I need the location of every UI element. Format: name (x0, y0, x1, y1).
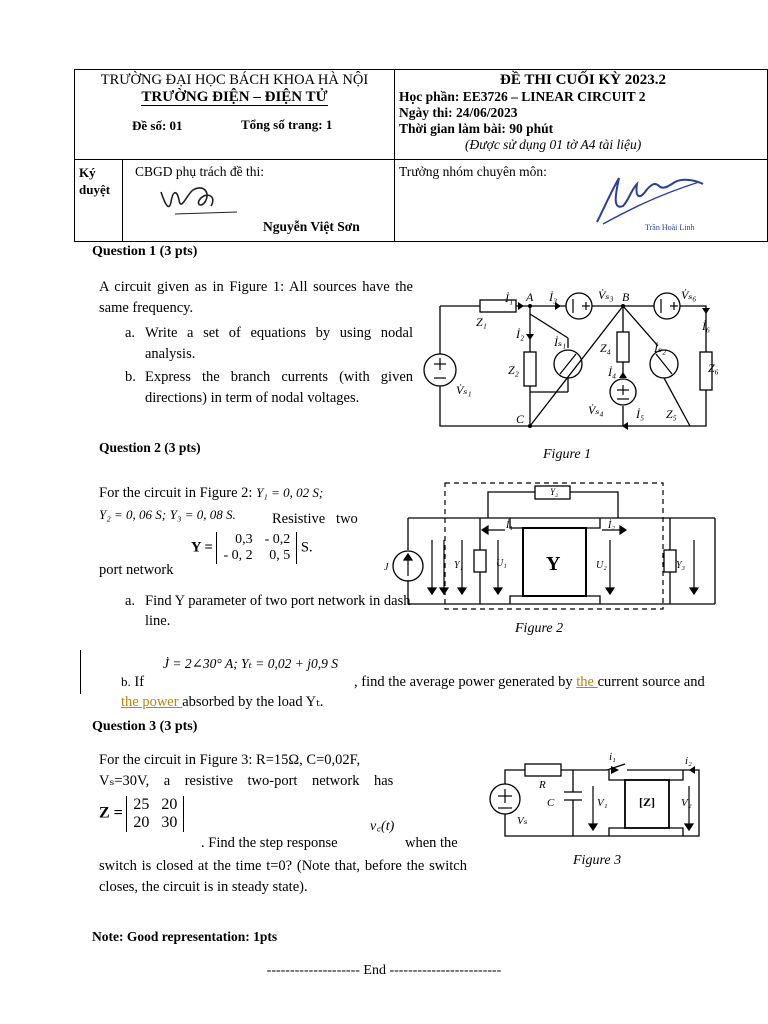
q3-line2: Vₛ=30V, a resistive two-port network has (99, 773, 394, 789)
svg-text:Z₁: Z₁ (476, 315, 487, 329)
q3-line3b: when the (405, 835, 458, 851)
q3-vc: v꜀(t) (370, 819, 395, 834)
svg-text:İₛ₂: İₛ₂ (654, 341, 667, 355)
svg-text:Z₆: Z₆ (708, 361, 719, 375)
svg-text:İ₂: İ₂ (516, 327, 525, 341)
school-name: TRƯỜNG ĐIỆN – ĐIỆN TỬ (141, 89, 328, 105)
course-line: Học phần: EE3726 – LINEAR CIRCUIT 2 (399, 89, 646, 104)
q1-title: Question 1 (3 pts) (92, 244, 198, 259)
svg-text:Y: Y (546, 553, 561, 575)
svg-text:İ₃: İ₃ (549, 290, 558, 304)
lecturer-cell (75, 160, 395, 242)
q2-item-a: a. Find Y parameter of two port network in dash line. (125, 593, 411, 629)
q3-line4: switch is closed at the time t=0? (Note that, before the switch closes, the circuit is in steady state). (99, 858, 467, 895)
university-name: TRƯỜNG ĐẠI HỌC BÁCH KHOA HÀ NỘI (100, 72, 369, 88)
svg-text:Z₄: Z₄ (600, 341, 611, 355)
svg-text:[Z]: [Z] (639, 795, 655, 809)
svg-text:C: C (516, 412, 525, 426)
q2-body: For the circuit in Figure 2: Y₁ = 0, 02 S; Y₂ = 0, 06 S; Y₃ = 0, 08 S. (99, 485, 324, 522)
svg-text:U₂: U₂ (596, 560, 607, 571)
duration-line: Thời gian làm bài: 90 phút (399, 121, 554, 136)
svg-text:İ₂: İ₂ (608, 520, 615, 531)
svg-text:İ₄: İ₄ (608, 365, 617, 379)
head-cell (395, 160, 768, 242)
q3-z-matrix: Z = 25 20 20 30 (99, 796, 184, 832)
svg-text:V̇ₛ₁: V̇ₛ₁ (456, 383, 472, 397)
date-line: Ngày thi: 24/06/2023 (399, 105, 518, 120)
lecturer-label: CBGD phụ trách đề thi: (135, 164, 264, 179)
svg-text:V̇ₛ₃: V̇ₛ₃ (598, 288, 614, 302)
svg-text:Y₃: Y₃ (676, 560, 686, 571)
exam-header-table (74, 69, 768, 242)
svg-text:İ₅: İ₅ (636, 407, 645, 421)
head-signature (585, 166, 715, 232)
lecturer-signature (155, 182, 245, 218)
svg-text:İ₁: İ₁ (506, 520, 513, 531)
svg-text:İ₆: İ₆ (702, 319, 711, 333)
figure-3-caption: Figure 3 (573, 853, 622, 868)
q1-text: A circuit given as in Figure 1: All sources have the same frequency. (99, 279, 413, 316)
q1-body (99, 277, 413, 411)
figure-1-caption: Figure 1 (543, 447, 592, 462)
svg-text:Vₛ: Vₛ (517, 815, 528, 827)
svg-text:R: R (539, 779, 546, 791)
note: Note: Good representation: 1pts (92, 929, 278, 944)
head-label: Trưởng nhóm chuyên môn: (399, 164, 547, 179)
q3-line1: For the circuit in Figure 3: R=15Ω, C=0,02F, (99, 752, 361, 768)
svg-text:V̇ₛ₆: V̇ₛ₆ (681, 288, 697, 302)
q2-b-text: b. If , find the average power generated by the current source and the power absorbed by the load Yₜ. (121, 674, 705, 710)
approve-label: Ký duyệt (79, 165, 111, 197)
header-right-cell (395, 70, 768, 160)
exam-number: Đề số: 01 (132, 118, 183, 133)
exam-title: ĐỀ THI CUỐI KỲ 2023.2 (500, 72, 666, 88)
svg-text:İ₁: İ₁ (505, 291, 514, 305)
svg-text:İₛ₁: İₛ₁ (554, 335, 567, 349)
svg-text:Y₁: Y₁ (454, 560, 464, 571)
end-marker: -------------------- End ------------------------ (266, 963, 502, 978)
allowance-line: (Được sử dụng 01 tờ A4 tài liệu) (465, 137, 642, 152)
svg-text:i₁: i₁ (609, 752, 616, 763)
svg-text:B: B (622, 290, 630, 304)
svg-text:U₁: U₁ (496, 558, 507, 569)
svg-text:V̇ₛ₄: V̇ₛ₄ (588, 403, 604, 417)
q3-line3a: . Find the step response (201, 835, 338, 851)
q2-resistive-2: port network (99, 562, 174, 578)
q2-b-margin-mark (80, 650, 81, 694)
q2-b-formula: J̇ = 2∠30° A; Yₜ = 0,02 + j0,9 S (163, 656, 338, 671)
figure-1-circuit (418, 282, 728, 432)
svg-text:J: J (384, 562, 389, 573)
svg-text:Z₅: Z₅ (666, 407, 677, 421)
q3-title: Question 3 (3 pts) (92, 719, 198, 734)
page-count: Tổng số trang: 1 (241, 117, 333, 132)
figure-2-caption: Figure 2 (515, 621, 564, 636)
q1-item-b: b. Express the branch currents (with given directions) in term of nodal voltages. (125, 369, 413, 406)
figure-3-circuit (487, 752, 717, 848)
svg-text:A: A (526, 290, 534, 304)
svg-text:Z₂: Z₂ (508, 363, 519, 377)
svg-text:C: C (547, 797, 555, 809)
svg-text:i₂: i₂ (685, 755, 692, 767)
figure-2-circuit (380, 480, 730, 616)
q2-y-matrix: Y = 0,3 - 0,2 - 0, 2 0, 5 S. (191, 532, 313, 563)
q1-item-a: a. Write a set of equations by using nodal analysis. (125, 325, 413, 362)
header-left-cell (75, 70, 395, 160)
head-signature-name: Trần Hoài Linh (645, 223, 695, 232)
q2-title: Question 2 (3 pts) (99, 440, 201, 455)
lecturer-name: Nguyễn Việt Sơn (263, 219, 360, 234)
svg-text:V₁: V₁ (597, 797, 608, 809)
q2-resistive-1: Resistive two (272, 511, 358, 527)
svg-text:Y₂: Y₂ (550, 487, 559, 497)
svg-text:V₂: V₂ (681, 797, 692, 809)
